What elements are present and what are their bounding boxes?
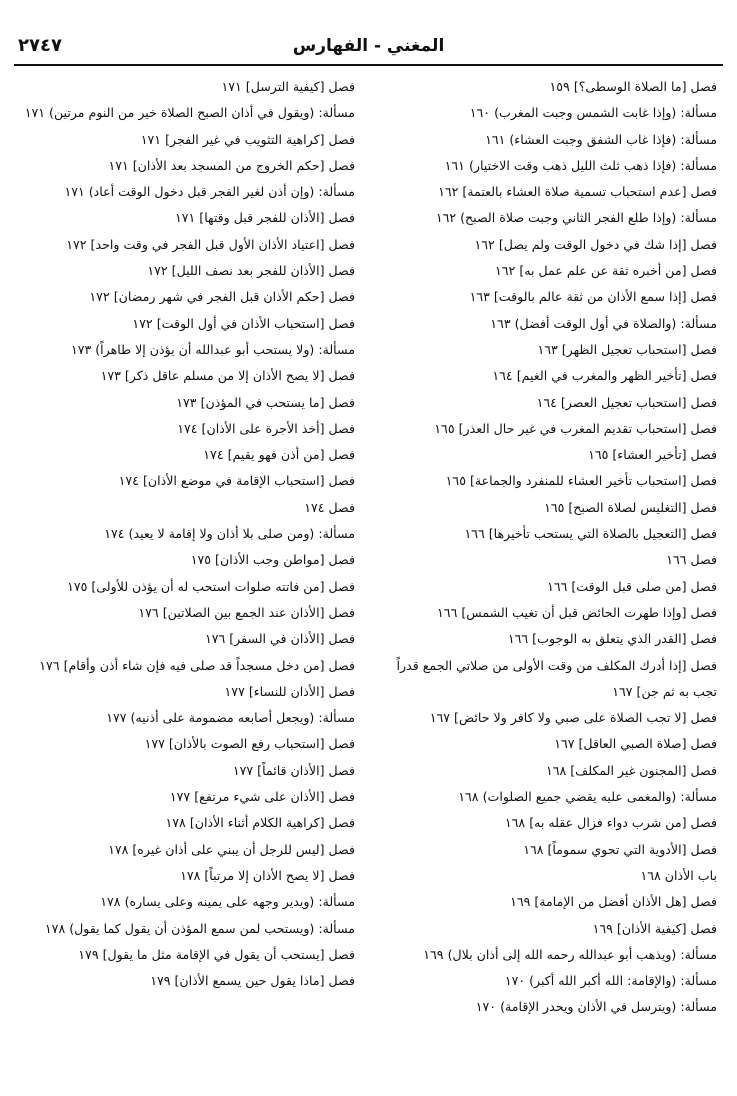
index-entry: فصل [تأخير العشاء] ١٦٥ <box>588 447 717 463</box>
index-entry: فصل [حكم الأذان قبل الفجر في شهر رمضان] ١٧٢ <box>89 289 355 305</box>
index-entry: فصل [التعجيل بالصلاة التي يستحب تأخيرها] ١٦٦ <box>464 526 717 542</box>
index-entry: فصل ١٧٤ <box>304 499 355 515</box>
index-entry: فصل [من فاتته صلوات استحب له أن يؤذن للأولى] ١٧٥ <box>67 578 355 594</box>
index-entry: مسألة: (ولا يستحب أبو عبدالله أن يؤذن إلا طاهراً) ١٧٣ <box>70 341 355 357</box>
index-entry: مسألة: (والمغمى عليه يقضي جميع الصلوات) ١٦٨ <box>458 789 717 805</box>
index-entry: فصل [الأذان للنساء] ١٧٧ <box>224 683 355 699</box>
index-entry: مسألة: (فإذا ذهب ثلث الليل ذهب وقت الاختيار) ١٦١ <box>444 157 717 173</box>
index-entry: مسألة: (والصلاة في أول الوقت أفضل) ١٦٣ <box>490 315 717 331</box>
index-entry: فصل [كراهية الكلام أثناء الأذان] ١٧٨ <box>165 815 355 831</box>
index-entry: فصل [استحباب تعجيل الظهر] ١٦٣ <box>537 341 717 357</box>
index-entry: فصل [كراهية التثويب في غير الفجر] ١٧١ <box>140 131 355 147</box>
index-entry: مسألة: (وإذا طلع الفجر الثاني وجبت صلاة الصبح) ١٦٢ <box>435 210 717 226</box>
index-entry: مسألة: (فإذا غاب الشفق وجبت العشاء) ١٦١ <box>485 131 717 147</box>
index-entry: مسألة: (ويدير وجهه على يمينه وعلى يساره) ١٧٨ <box>100 894 355 910</box>
index-entry: فصل [إذا أدرك المكلف من وقت الأولى من صلاتي الجمع قدراً تجب به ثم جن] ١٦٧ <box>396 657 717 699</box>
index-entry: فصل [إذا شك في دخول الوقت ولم يصل] ١٦٢ <box>474 236 717 252</box>
index-entry: فصل [ما يستحب في المؤذن] ١٧٣ <box>176 394 355 410</box>
page-title: المغني - الفهارس <box>292 36 445 56</box>
index-entry: فصل [من صلى قبل الوقت] ١٦٦ <box>547 578 717 594</box>
index-entry: فصل [الأذان على شيء مرتفع] ١٧٧ <box>169 789 355 805</box>
index-entry: فصل [من أذن فهو يقيم] ١٧٤ <box>203 447 355 463</box>
index-entry: فصل [هل الأذان أفضل من الإمامة] ١٦٩ <box>510 894 717 910</box>
index-entry: باب الأذان ١٦٨ <box>640 867 717 883</box>
index-entry: فصل [أخذ الأجرة على الأذان] ١٧٤ <box>177 420 355 436</box>
index-column-left <box>9 74 355 994</box>
index-entry: فصل [استحباب الإقامة في موضع الأذان] ١٧٤ <box>118 473 355 489</box>
index-entry: مسألة: (وإن أذن لغير الفجر قبل دخول الوقت أعاد) ١٧١ <box>64 184 355 200</box>
index-entry: فصل [حكم الخروج من المسجد بعد الأذان] ١٧١ <box>108 157 355 173</box>
index-entry: فصل [تأخير الظهر والمغرب في الغيم] ١٦٤ <box>492 368 717 384</box>
page-header <box>14 34 723 66</box>
index-entry: فصل [الأدوية التي تحوي سموماً] ١٦٨ <box>523 841 717 857</box>
index-entry: فصل [ليس للرجل أن يبني على أذان غيره] ١٧٨ <box>108 841 355 857</box>
page-number: ٢٧٤٧ <box>18 35 62 56</box>
index-entry: فصل [استحباب تأخير العشاء للمنفرد والجماعة] ١٦٥ <box>445 473 717 489</box>
index-entry: فصل [استحباب تقديم المغرب في غير حال العذر] ١٦٥ <box>434 420 717 436</box>
index-entry: فصل [من شرب دواء فزال عقله به] ١٦٨ <box>504 815 717 831</box>
index-entry: فصل [لا يصح الأذان إلا من مسلم عاقل ذكر] ١٧٣ <box>100 368 355 384</box>
index-entry: فصل [استحباب رفع الصوت بالأذان] ١٧٧ <box>144 736 355 752</box>
index-entry: فصل [مواطن وجب الأذان] ١٧٥ <box>190 552 355 568</box>
index-entry: فصل ١٦٦ <box>666 552 717 568</box>
index-entry: فصل [المجنون غير المكلف] ١٦٨ <box>545 762 717 778</box>
index-entry: فصل [الأذان عند الجمع بين الصلاتين] ١٧٦ <box>138 604 355 620</box>
index-entry: فصل [إذا سمع الأذان من ثقة عالم بالوقت] ١٦٣ <box>469 289 717 305</box>
index-entry: فصل [من دخل مسجداً قد صلى فيه فإن شاء أذن وأقام] ١٧٦ <box>39 657 355 673</box>
index-entry: مسألة: (ويستحب لمن سمع المؤذن أن يقول كما يقول) ١٧٨ <box>44 920 355 936</box>
index-entry: فصل [عدم استحباب تسمية صلاة العشاء بالعتمة] ١٦٢ <box>438 184 717 200</box>
index-entry: فصل [الأذان للفجر قبل وقتها] ١٧١ <box>174 210 355 226</box>
index-entry: فصل [لا يصح الأذان إلا مرتباً] ١٧٨ <box>180 867 355 883</box>
index-entry: فصل [كيفية الترسل] ١٧١ <box>221 79 355 94</box>
index-entry: فصل [الأذان قائماً] ١٧٧ <box>232 762 355 778</box>
index-entry: فصل [لا تجب الصلاة على صبي ولا كافر ولا حائض] ١٦٧ <box>429 710 717 726</box>
index-entry: مسألة: (وإذا غابت الشمس وجبت المغرب) ١٦٠ <box>469 105 717 121</box>
index-entry: فصل [ماذا يقول حين يسمع الأذان] ١٧٩ <box>150 973 355 989</box>
index-entry: فصل [من أخبره ثقة عن علم عمل به] ١٦٢ <box>495 263 717 279</box>
index-entry: فصل [يستحب أن يقول في الإقامة مثل ما يقول] ١٧٩ <box>78 946 355 962</box>
index-entry: مسألة: (ويذهب أبو عبدالله رحمه الله إلى أذان بلال) ١٦٩ <box>423 946 717 962</box>
index-entry: فصل [كيفية الأذان] ١٦٩ <box>592 920 717 936</box>
index-entry: فصل [الأذان للفجر بعد نصف الليل] ١٧٢ <box>147 263 355 279</box>
index-entry: مسألة: (ويترسل في الأذان ويحدر الإقامة) ١٧٠ <box>475 999 717 1015</box>
index-entry: مسألة: (ويجعل أصابعه مضمومة على أذنيه) ١٧٧ <box>106 710 355 726</box>
index-entry: مسألة: (والإقامة: الله أكبر الله أكبر) ١٧٠ <box>504 973 717 989</box>
index-column-right <box>369 74 717 1021</box>
index-entry: فصل [التغليس لصلاة الصبح] ١٦٥ <box>544 499 717 515</box>
index-entry: مسألة: (ومن صلى بلا أذان ولا إقامة لا يعيد) ١٧٤ <box>104 526 355 542</box>
index-entry: فصل [اعتياد الأذان الأول قبل الفجر في وقت واحد] ١٧٢ <box>66 236 355 252</box>
index-entry: فصل [القدر الذي يتعلق به الوجوب] ١٦٦ <box>507 631 717 647</box>
index-entry: فصل [وإذا طهرت الحائض قبل أن تغيب الشمس] ١٦٦ <box>437 604 717 620</box>
index-entry: مسألة: (ويقول في أذان الصبح الصلاة خير من النوم مرتين) ١٧١ <box>24 105 355 121</box>
index-entry: فصل [ما الصلاة الوسطى؟] ١٥٩ <box>549 79 717 94</box>
index-entry: فصل [استحباب تعجيل العصر] ١٦٤ <box>536 394 717 410</box>
index-entry: فصل [استحباب الأذان في أول الوقت] ١٧٢ <box>132 315 355 331</box>
index-entry: فصل [صلاة الصبي العاقل] ١٦٧ <box>554 736 717 752</box>
index-entry: فصل [الأذان في السفر] ١٧٦ <box>204 631 355 647</box>
